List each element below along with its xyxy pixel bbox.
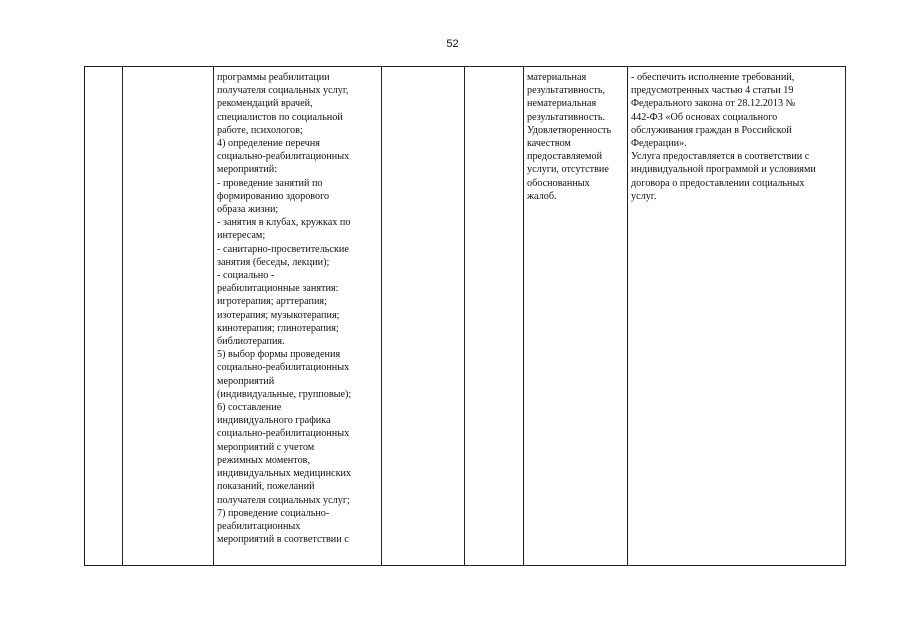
table-cell [465, 67, 523, 71]
table-column-5 [465, 67, 524, 565]
table-column-3 [214, 67, 382, 565]
table-cell-conditions: - обеспечить исполнение требований, предусмотренных частью 4 статьи 19 Федерального закона от 28.12.2013 № 442-ФЗ «Об основах социального обслуживания граждан в Российской Федерации». Услуга предоставляется в соответствии с индивидуальной программой и условиями договора о предоставлении социальных услуг. [631, 72, 816, 202]
services-table [84, 66, 846, 566]
table-cell [85, 67, 122, 71]
table-column-4 [382, 67, 465, 565]
table-cell [382, 67, 464, 71]
table-column-7 [628, 67, 845, 565]
table-cell [123, 67, 213, 71]
page-number: 52 [446, 38, 459, 50]
table-cell-description: программы реабилитации получателя социальных услуг, рекомендаций врачей, специалистов по социальной работе, психологов; 4) определение перечня социально-реабилитационных мероприятий: - проведение занятий по формированию здорового образа жизни; - занятия в клубах, кружках по интересам; - санитарно-просветительские занятия (беседы, лекции); - социально - реабилитационные занятия: игротерапия; арттерапия; изотерапия; музыкотерапия; кинотерапия; глинотерапия; библиотерапия. 5) выбор формы проведения социально-реабилитационных мероприятий (индивидуальные, групповые); 6) составление индивидуального графика социально-реабилитационных мероприятий с учетом режимных моментов, индивидуальных медицинских показаний, пожеланий получателя социальных услуг; 7) проведение социально- реабилитационных мероприятий в соответствии с [217, 72, 352, 546]
table-column-1 [85, 67, 123, 565]
table-column-6 [524, 67, 628, 565]
table-column-2 [123, 67, 214, 565]
table-cell-quality: материальная результативность, нематериальная результативность. Удовлетворенность качеством предоставляемой услуги, отсутствие обоснованных жалоб. [527, 72, 612, 202]
